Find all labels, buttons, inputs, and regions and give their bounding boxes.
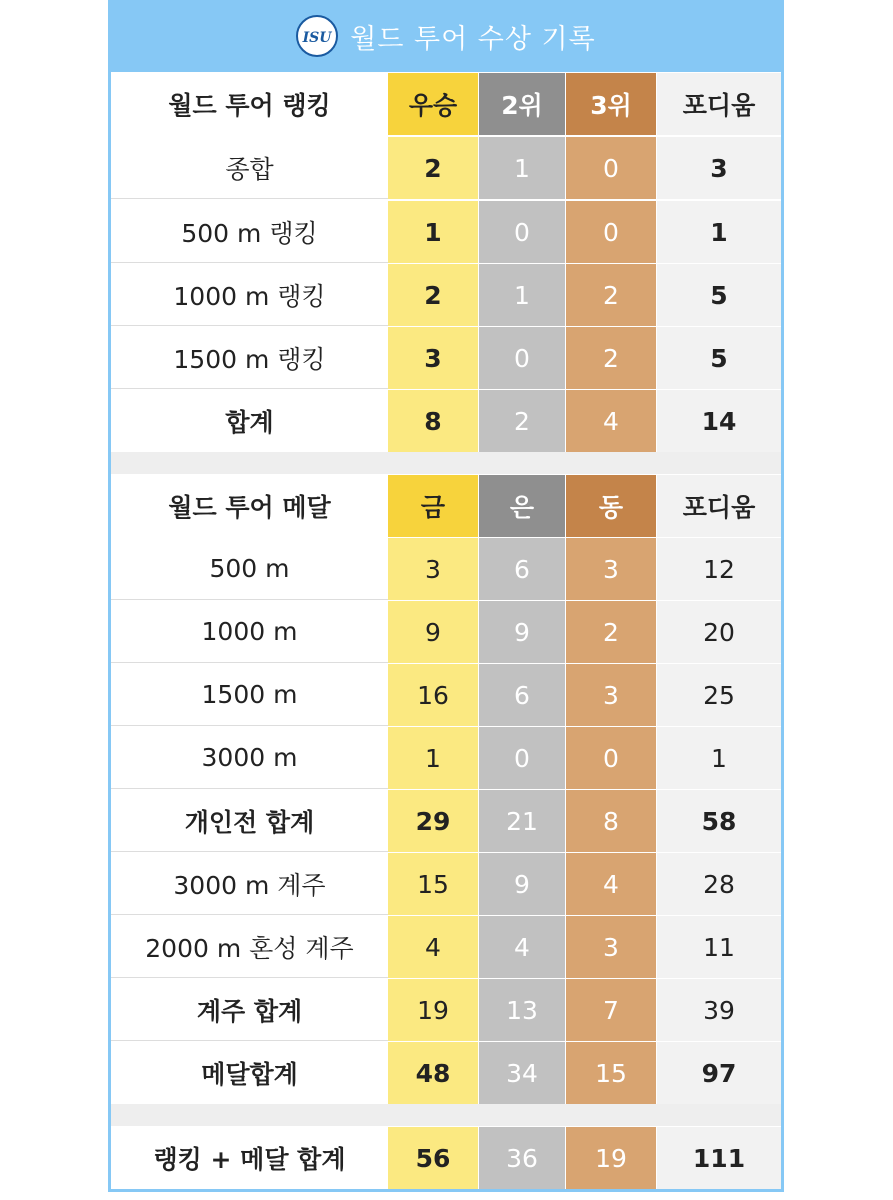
gold-cell: 8 <box>388 390 478 452</box>
podium-cell: 111 <box>657 1127 781 1189</box>
page-title: 월드 투어 수상 기록 <box>350 23 596 55</box>
bronze-cell: 0 <box>566 727 656 789</box>
bronze-cell: 0 <box>566 201 656 263</box>
bronze-cell: 7 <box>566 979 656 1041</box>
awards-table <box>111 0 781 1189</box>
table-row <box>111 537 781 600</box>
gold-cell: 15 <box>388 853 478 915</box>
title-bar <box>111 0 781 72</box>
isu-logo <box>296 15 338 57</box>
table-row <box>111 663 781 726</box>
gold-cell: 2 <box>388 264 478 326</box>
podium-cell: 3 <box>657 137 781 199</box>
section-divider <box>111 452 781 474</box>
gold-cell: 16 <box>388 664 478 726</box>
gold-cell: 1 <box>388 727 478 789</box>
row-label: 500 m 랭킹 <box>111 201 388 263</box>
silver-cell: 1 <box>479 137 565 199</box>
podium-cell: 1 <box>657 201 781 263</box>
row-label: 메달합계 <box>111 1042 388 1104</box>
table-row <box>111 852 781 915</box>
ranking-header-label: 월드 투어 랭킹 <box>111 73 388 135</box>
podium-cell: 58 <box>657 790 781 852</box>
silver-cell: 0 <box>479 327 565 389</box>
silver-cell: 13 <box>479 979 565 1041</box>
table-row <box>111 1041 781 1104</box>
table-row <box>111 915 781 978</box>
podium-cell: 11 <box>657 916 781 978</box>
gold-cell: 56 <box>388 1127 478 1189</box>
podium-cell: 5 <box>657 327 781 389</box>
table-row <box>111 978 781 1041</box>
ranking-header-second: 2위 <box>479 73 565 135</box>
row-label: 계주 합계 <box>111 979 388 1041</box>
bronze-cell: 15 <box>566 1042 656 1104</box>
gold-cell: 1 <box>388 201 478 263</box>
bronze-cell: 3 <box>566 664 656 726</box>
table-row <box>111 200 781 263</box>
podium-cell: 39 <box>657 979 781 1041</box>
bronze-cell: 19 <box>566 1127 656 1189</box>
bronze-cell: 8 <box>566 790 656 852</box>
bronze-cell: 0 <box>566 137 656 199</box>
gold-cell: 2 <box>388 137 478 199</box>
podium-cell: 28 <box>657 853 781 915</box>
podium-cell: 5 <box>657 264 781 326</box>
medal-header-silver: 은 <box>479 475 565 537</box>
bronze-cell: 3 <box>566 916 656 978</box>
row-label: 종합 <box>111 137 388 199</box>
table-row <box>111 789 781 852</box>
bronze-cell: 2 <box>566 264 656 326</box>
ranking-header-win: 우승 <box>388 73 478 135</box>
isu-logo-icon <box>301 20 333 52</box>
ranking-header-podium: 포디움 <box>657 73 781 135</box>
table-row <box>111 136 781 199</box>
silver-cell: 1 <box>479 264 565 326</box>
section-divider <box>111 1104 781 1126</box>
podium-cell: 1 <box>657 727 781 789</box>
table-row <box>111 263 781 326</box>
podium-cell: 97 <box>657 1042 781 1104</box>
svg-text:ISU: ISU <box>302 30 332 46</box>
silver-cell: 9 <box>479 601 565 663</box>
row-label: 1000 m <box>111 601 388 663</box>
bronze-cell: 4 <box>566 853 656 915</box>
silver-cell: 4 <box>479 916 565 978</box>
silver-cell: 6 <box>479 664 565 726</box>
bronze-cell: 3 <box>566 538 656 600</box>
row-label: 2000 m 혼성 계주 <box>111 916 388 978</box>
awards-table-frame <box>108 0 784 1192</box>
grand-total-row <box>111 1126 781 1189</box>
silver-cell: 36 <box>479 1127 565 1189</box>
gold-cell: 3 <box>388 327 478 389</box>
medal-header-gold: 금 <box>388 475 478 537</box>
row-label: 500 m <box>111 538 388 600</box>
row-label: 개인전 합계 <box>111 790 388 852</box>
silver-cell: 34 <box>479 1042 565 1104</box>
silver-cell: 21 <box>479 790 565 852</box>
row-label: 1000 m 랭킹 <box>111 264 388 326</box>
silver-cell: 2 <box>479 390 565 452</box>
gold-cell: 9 <box>388 601 478 663</box>
podium-cell: 25 <box>657 664 781 726</box>
medal-header-podium: 포디움 <box>657 475 781 537</box>
silver-cell: 0 <box>479 201 565 263</box>
bronze-cell: 2 <box>566 601 656 663</box>
table-row <box>111 726 781 789</box>
silver-cell: 0 <box>479 727 565 789</box>
row-label: 1500 m <box>111 664 388 726</box>
table-row <box>111 326 781 389</box>
gold-cell: 4 <box>388 916 478 978</box>
medal-header-label: 월드 투어 메달 <box>111 475 388 537</box>
gold-cell: 29 <box>388 790 478 852</box>
table-row <box>111 600 781 663</box>
silver-cell: 9 <box>479 853 565 915</box>
bronze-cell: 4 <box>566 390 656 452</box>
table-row <box>111 389 781 452</box>
ranking-header-row <box>111 72 781 135</box>
bronze-cell: 2 <box>566 327 656 389</box>
ranking-header-third: 3위 <box>566 73 656 135</box>
row-label: 합계 <box>111 390 388 452</box>
podium-cell: 20 <box>657 601 781 663</box>
medal-header-bronze: 동 <box>566 475 656 537</box>
row-label: 3000 m <box>111 727 388 789</box>
row-label: 3000 m 계주 <box>111 853 388 915</box>
row-label: 1500 m 랭킹 <box>111 327 388 389</box>
grand-total-label: 랭킹 + 메달 합계 <box>111 1127 388 1189</box>
podium-cell: 14 <box>657 390 781 452</box>
silver-cell: 6 <box>479 538 565 600</box>
gold-cell: 3 <box>388 538 478 600</box>
podium-cell: 12 <box>657 538 781 600</box>
gold-cell: 48 <box>388 1042 478 1104</box>
medal-header-row <box>111 474 781 537</box>
gold-cell: 19 <box>388 979 478 1041</box>
